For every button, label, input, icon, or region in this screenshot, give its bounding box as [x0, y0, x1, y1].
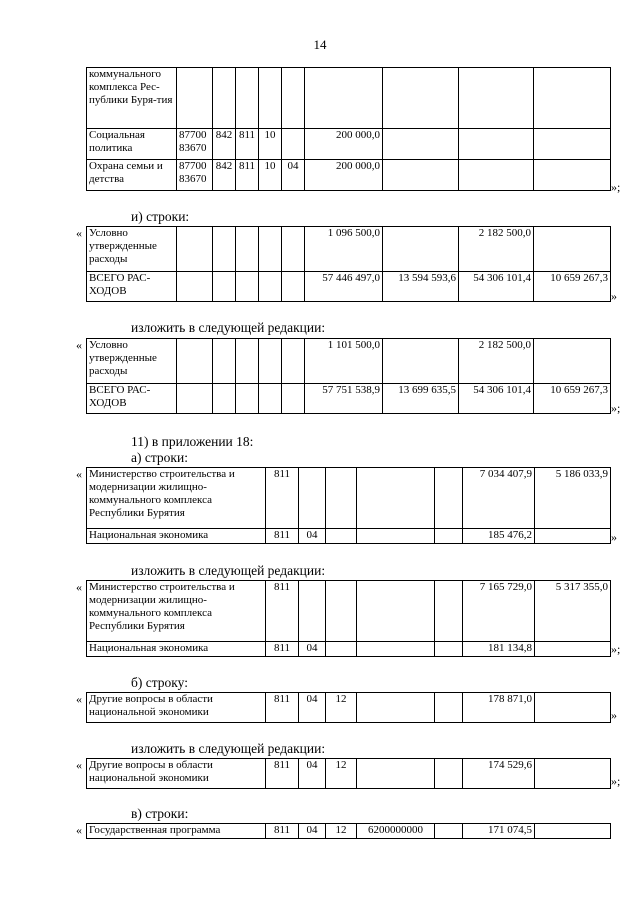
cell-grbs: 811 [266, 824, 299, 839]
cell-name: Министерство строительства и модернизации жилищно-коммунального комплекса Республики Бурятия [87, 581, 266, 642]
cell-code [177, 272, 213, 302]
cell-amount [534, 68, 611, 129]
table-row [87, 384, 611, 414]
cell-admin [236, 272, 259, 302]
cell-grbs: 842 [213, 160, 236, 191]
section-heading: а) строки: [131, 450, 188, 465]
table-row [87, 129, 611, 160]
cell-amount: 10 659 267,3 [534, 384, 611, 414]
closing-quote: »; [611, 774, 621, 788]
cell-section [259, 227, 282, 272]
closing-quote: » [611, 289, 617, 303]
table-row [87, 581, 611, 642]
cell-grbs [213, 227, 236, 272]
opening-quote: « [76, 467, 82, 481]
cell-section [299, 468, 326, 529]
cell-name: Министерство строительства и модернизации жилищно-коммунального комплекса Республики Бурятия [87, 468, 266, 529]
closing-quote: »; [611, 642, 621, 656]
cell-amount: 181 134,8 [463, 642, 535, 657]
cell-grbs: 811 [266, 468, 299, 529]
cell-name: Другие вопросы в области национальной экономики [87, 693, 266, 723]
cell-amount [535, 759, 611, 789]
cell-type [435, 824, 463, 839]
cell-name: Национальная экономика [87, 529, 266, 544]
cell-subsection [326, 642, 357, 657]
cell-code: 87700 83670 [177, 160, 213, 191]
cell-section [259, 339, 282, 384]
cell-grbs: 811 [266, 693, 299, 723]
section-heading: 11) в приложении 18: [131, 434, 254, 449]
opening-quote: « [76, 692, 82, 706]
cell-amount: 13 594 593,6 [383, 272, 459, 302]
expense-table-a [86, 67, 611, 191]
cell-type [435, 759, 463, 789]
section-heading: изложить в следующей редакции: [131, 741, 326, 756]
cell-section [259, 68, 282, 129]
cell-amount: 7 165 729,0 [463, 581, 535, 642]
cell-amount [459, 129, 534, 160]
cell-name: коммунального комплекса Рес-публики Буря-тия [87, 68, 177, 129]
cell-name: Охрана семьи и детства [87, 160, 177, 191]
cell-amount: 57 446 497,0 [305, 272, 383, 302]
table-row [87, 759, 611, 789]
cell-admin: 811 [236, 129, 259, 160]
cell-subsection [326, 581, 357, 642]
table-row [87, 693, 611, 723]
cell-type [435, 468, 463, 529]
cell-name: ВСЕГО РАС-ХОДОВ [87, 272, 177, 302]
cell-code [177, 68, 213, 129]
cell-amount [534, 339, 611, 384]
cell-amount: 5 317 355,0 [535, 581, 611, 642]
table-row [87, 824, 611, 839]
cell-section: 10 [259, 129, 282, 160]
opening-quote: « [76, 758, 82, 772]
cell-target [357, 693, 435, 723]
department-table-f [86, 692, 611, 723]
cell-amount [383, 160, 459, 191]
cell-grbs: 811 [266, 529, 299, 544]
cell-amount: 57 751 538,9 [305, 384, 383, 414]
cell-amount [535, 693, 611, 723]
cell-grbs [213, 68, 236, 129]
cell-amount: 1 101 500,0 [305, 339, 383, 384]
table-row [87, 468, 611, 529]
opening-quote: « [76, 338, 82, 352]
cell-amount [534, 129, 611, 160]
cell-target [357, 581, 435, 642]
cell-amount [535, 824, 611, 839]
cell-amount: 185 476,2 [463, 529, 535, 544]
closing-quote: »; [611, 180, 621, 194]
cell-subsection [282, 339, 305, 384]
cell-amount [534, 227, 611, 272]
cell-grbs [213, 272, 236, 302]
opening-quote: « [76, 823, 82, 837]
cell-section: 04 [299, 824, 326, 839]
expense-table-c [86, 338, 611, 414]
cell-amount: 174 529,6 [463, 759, 535, 789]
cell-section: 10 [259, 160, 282, 191]
cell-amount: 200 000,0 [305, 160, 383, 191]
cell-admin [236, 227, 259, 272]
department-table-g [86, 758, 611, 789]
table-row [87, 68, 611, 129]
cell-grbs: 811 [266, 642, 299, 657]
cell-amount [383, 339, 459, 384]
cell-section [259, 272, 282, 302]
cell-section [299, 581, 326, 642]
cell-target [357, 468, 435, 529]
cell-subsection [282, 129, 305, 160]
cell-amount [383, 68, 459, 129]
opening-quote: « [76, 580, 82, 594]
section-heading: б) строку: [131, 675, 188, 690]
cell-subsection [282, 272, 305, 302]
cell-grbs: 811 [266, 759, 299, 789]
cell-subsection [282, 384, 305, 414]
cell-subsection [326, 468, 357, 529]
cell-grbs: 811 [266, 581, 299, 642]
cell-amount [305, 68, 383, 129]
cell-name: Государственная программа [87, 824, 266, 839]
table-row [87, 272, 611, 302]
cell-name: Другие вопросы в области национальной экономики [87, 759, 266, 789]
cell-grbs [213, 339, 236, 384]
page-number: 14 [313, 37, 327, 52]
cell-name: Национальная экономика [87, 642, 266, 657]
cell-grbs [213, 384, 236, 414]
department-table-d [86, 467, 611, 544]
cell-admin [236, 339, 259, 384]
cell-amount [535, 642, 611, 657]
section-heading: в) строки: [131, 806, 189, 821]
closing-quote: » [611, 530, 617, 544]
cell-admin [236, 68, 259, 129]
cell-amount [535, 529, 611, 544]
cell-amount: 54 306 101,4 [459, 384, 534, 414]
table-row [87, 642, 611, 657]
cell-amount: 2 182 500,0 [459, 339, 534, 384]
cell-amount: 1 096 500,0 [305, 227, 383, 272]
cell-amount: 2 182 500,0 [459, 227, 534, 272]
cell-code [177, 227, 213, 272]
cell-amount: 200 000,0 [305, 129, 383, 160]
table-row [87, 529, 611, 544]
cell-amount [459, 160, 534, 191]
expense-table-b [86, 226, 611, 302]
cell-amount: 54 306 101,4 [459, 272, 534, 302]
cell-name: Социальная политика [87, 129, 177, 160]
cell-type [435, 693, 463, 723]
cell-name: Условно утвержденные расходы [87, 227, 177, 272]
cell-subsection: 12 [326, 824, 357, 839]
cell-type [435, 581, 463, 642]
cell-subsection [282, 68, 305, 129]
cell-type [435, 529, 463, 544]
cell-admin: 811 [236, 160, 259, 191]
department-table-h [86, 823, 611, 839]
cell-amount: 5 186 033,9 [535, 468, 611, 529]
cell-name: Условно утвержденные расходы [87, 339, 177, 384]
cell-section: 04 [299, 693, 326, 723]
department-table-e [86, 580, 611, 657]
cell-target [357, 642, 435, 657]
table-row [87, 339, 611, 384]
cell-name: ВСЕГО РАС-ХОДОВ [87, 384, 177, 414]
cell-section [259, 384, 282, 414]
cell-amount: 7 034 407,9 [463, 468, 535, 529]
cell-amount [534, 160, 611, 191]
cell-code [177, 339, 213, 384]
cell-section: 04 [299, 529, 326, 544]
cell-amount: 13 699 635,5 [383, 384, 459, 414]
closing-quote: »; [611, 401, 621, 415]
cell-subsection: 12 [326, 693, 357, 723]
table-row [87, 227, 611, 272]
cell-subsection [326, 529, 357, 544]
cell-amount: 10 659 267,3 [534, 272, 611, 302]
cell-code: 87700 83670 [177, 129, 213, 160]
cell-subsection [282, 227, 305, 272]
table-row [87, 160, 611, 191]
cell-amount: 178 871,0 [463, 693, 535, 723]
cell-amount [383, 129, 459, 160]
cell-section: 04 [299, 759, 326, 789]
cell-target [357, 529, 435, 544]
cell-code [177, 384, 213, 414]
cell-type [435, 642, 463, 657]
section-heading: изложить в следующей редакции: [131, 563, 326, 578]
closing-quote: » [611, 708, 617, 722]
cell-amount: 171 074,5 [463, 824, 535, 839]
cell-admin [236, 384, 259, 414]
cell-amount [383, 227, 459, 272]
cell-grbs: 842 [213, 129, 236, 160]
cell-subsection: 04 [282, 160, 305, 191]
cell-subsection: 12 [326, 759, 357, 789]
section-heading: изложить в следующей редакции: [131, 320, 326, 335]
cell-target [357, 759, 435, 789]
cell-target: 6200000000 [357, 824, 435, 839]
cell-amount [459, 68, 534, 129]
section-heading: и) строки: [131, 209, 190, 224]
cell-section: 04 [299, 642, 326, 657]
opening-quote: « [76, 226, 82, 240]
